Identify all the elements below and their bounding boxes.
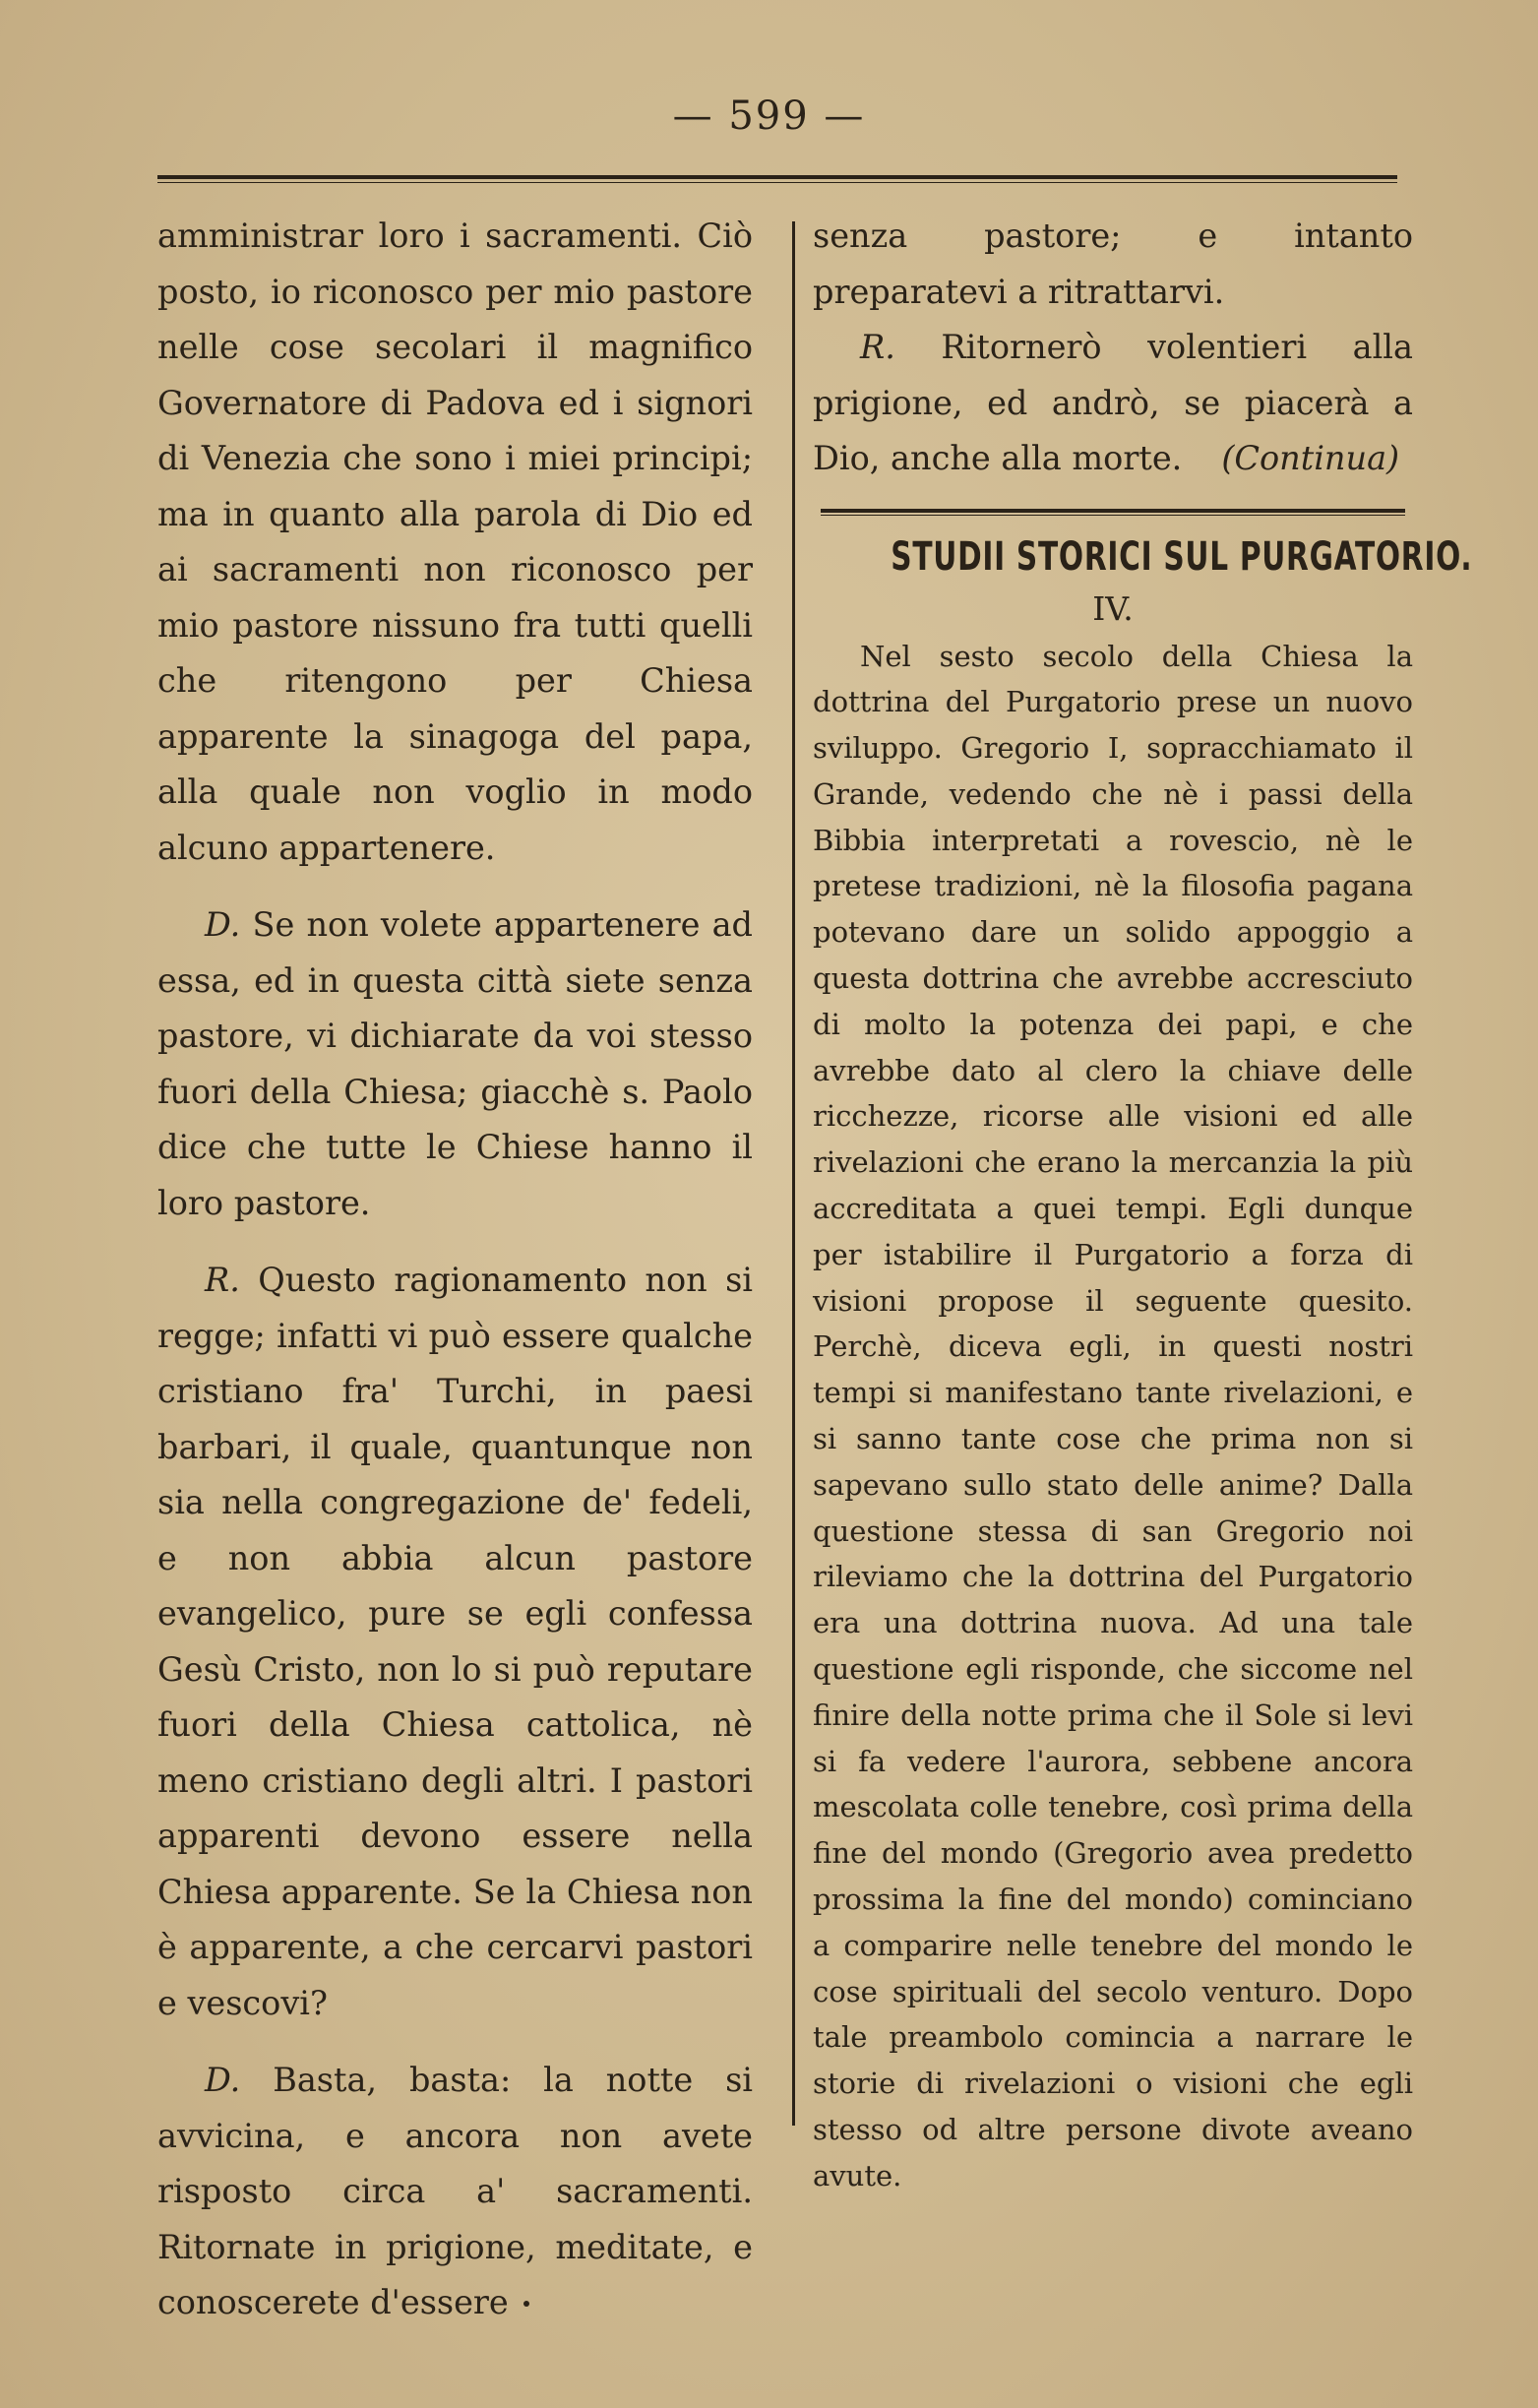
paragraph-text: Se non volete appartenere ad essa, ed in questa città siete senza pastore, vi dichiarate da voi stesso fuori della Chiesa; giacchè s. Paolo dice che tutte le Chiese hanno il loro pastore. — [157, 905, 753, 1222]
paragraph — [157, 2053, 753, 2331]
paragraph: senza pastore; e intanto preparatevi a ritrattarvi. — [813, 216, 1413, 311]
paragraph-text: Ritornerò volentieri alla prigione, ed andrò, se piacerà a Dio, anche alla morte. — [813, 328, 1413, 477]
paragraph: Nel sesto secolo della Chiesa la dottrina del Purgatorio prese un nuovo sviluppo. Gregorio I, sopracchiamato il Grande, vedendo che nè i passi della Bibbia interpretati a rovescio, nè le pretese tradizioni, nè la filosofia pagana potevano dare un solido appoggio a questa dottrina che avrebbe accresciuto di molto la potenza dei papi, e che avrebbe dato al clero la chiave delle ricchezze, ricorse alle visioni ed alle rivelazioni che erano la mercanzia la più accreditata a quei tempi. Egli dunque per istabilire il Purgatorio a forza di visioni propose il seguente quesito. Perchè, diceva egli, in questi nostri tempi si manifestano tante rivelazioni, e si sanno tante cose che prima non si sapevano sullo stato delle anime? Dalla questione stessa di san Gregorio noi rileviamo che la dottrina del Purgatorio era una dottrina nuova. Ad una tale questione egli risponde, che siccome nel finire della notte prima che il Sole si levi si fa vedere l'aurora, sebbene ancora mescolata colle tenebre, così prima della fine del mondo (Gregorio avea predetto prossima la fine del mondo) cominciano a comparire nelle tenebre del mondo le cose spirituali del secolo venturo. Dopo tale preambolo comincia a narrare le storie di rivelazioni o visioni che egli stesso od altre persone divote aveano avute. — [813, 639, 1413, 2192]
paragraph — [157, 897, 753, 1231]
column-divider — [792, 221, 795, 2126]
section-title: STUDII STORICI SUL PURGATORIO. — [891, 533, 1473, 580]
paragraph — [157, 209, 753, 876]
section-body — [813, 634, 1413, 2199]
right-column — [813, 209, 1473, 2199]
speaker-label: D. — [205, 905, 241, 944]
header-rule — [157, 175, 1397, 183]
paragraph-text: Questo ragionamento non si regge; infatti vi può essere qualche cristiano fra' Turchi, in paesi barbari, il quale, quantunque non sia nella congregazione de' fedeli, e non abbia alcun pastore evangelico, pure se egli confessa Gesù Cristo, non lo si può reputare fuori della Chiesa cattolica, nè meno cristiano degli altri. I pastori apparenti devono essere nella Chiesa apparente. Se la Chiesa non è apparente, a che cercarvi pastori e vescovi? — [157, 1261, 753, 2022]
section-rule — [821, 509, 1405, 516]
speaker-label: R. — [860, 328, 895, 366]
paragraph-text: Basta, basta: la notte si avvicina, e ancora non avete risposto circa a' sacramenti. Ritornate in prigione, meditate, e conoscerete d'essere — [157, 2061, 753, 2321]
paragraph — [157, 1253, 753, 2031]
speaker-label: R. — [205, 1261, 240, 1299]
page-number: — 599 — — [672, 93, 866, 139]
section-number: IV. — [1092, 588, 1134, 628]
ink-speck — [523, 2301, 529, 2307]
left-column — [157, 209, 753, 2331]
speaker-label: D. — [205, 2061, 241, 2099]
paragraph-text: amministrar loro i sacramenti. Ciò posto, io riconosco per mio pastore nelle cose secolari il magnifico Governatore di Padova ed i signori di Venezia che sono i miei principi; ma in quanto alla parola di Dio ed ai sacramenti non riconosco per mio pastore nissuno fra tutti quelli che ritengono per Chiesa apparente la sinagoga del papa, alla quale non voglio in modo alcuno appartenere. — [157, 216, 753, 867]
paragraph — [813, 320, 1413, 487]
continua-note: (Continua) — [1221, 439, 1400, 477]
